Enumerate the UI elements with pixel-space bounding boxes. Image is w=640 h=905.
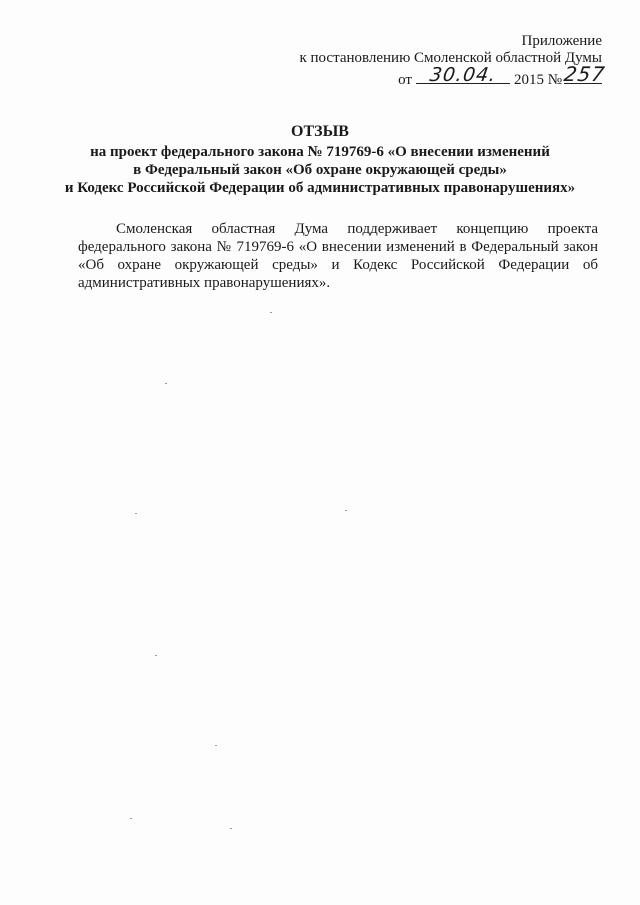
scan-speck: [155, 655, 157, 656]
title-line-2: в Федеральный закон «Об охране окружающей среды»: [133, 162, 507, 178]
title-line-3: и Кодекс Российской Федерации об административных правонарушениях»: [64, 180, 576, 196]
scan-speck: [270, 312, 272, 313]
date-field: [416, 64, 510, 86]
year-number-label: 2015 №: [513, 72, 562, 88]
from-label: от: [398, 72, 412, 88]
title-main: ОТЗЫВ: [291, 123, 349, 140]
appendix-title: Приложение: [521, 33, 602, 49]
handwritten-date: 30.04.: [428, 64, 498, 86]
title-line-1: на проект федерального закона № 719769-6 «О внесении изменений: [90, 144, 550, 160]
date-number-line: [299, 62, 607, 89]
document-title: [40, 123, 600, 197]
scan-speck: [130, 818, 132, 819]
scan-speck: [135, 513, 137, 514]
scan-speck: [230, 828, 232, 829]
appendix-header: [299, 33, 607, 89]
scan-speck: [165, 383, 167, 384]
number-field: [562, 62, 607, 86]
appendix-reference: к постановлению Смоленской областной Думы: [299, 50, 602, 66]
body-paragraph: Смоленская областная Дума поддерживает концепцию проекта федерального закона № 719769-6 «О внесении изменений в Федеральный закон «Об охране окружающей среды» и Кодекс Российской Федерации об административных правонарушениях».: [78, 221, 598, 291]
handwritten-number: 257: [562, 62, 607, 86]
scan-speck: [345, 510, 347, 511]
scan-speck: [215, 745, 217, 746]
